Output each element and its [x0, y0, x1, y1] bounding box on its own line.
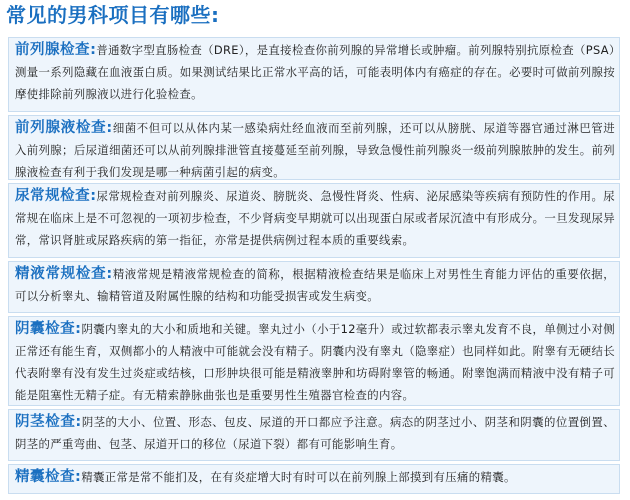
section-term: 尿常规检查: — [15, 188, 97, 204]
section-paragraph — [15, 39, 615, 105]
section-term: 精囊检查: — [15, 469, 82, 485]
section-semen-routine-exam — [8, 261, 620, 313]
section-text: 精液常规是精液常规检查的简称，根据精液检查结果是临床上对男性生育能力评估的重要依据，可以分析睾丸、输精管道及附属性腺的结构和功能受损害或发生病变。 — [15, 267, 615, 303]
section-paragraph — [15, 185, 615, 251]
section-paragraph — [15, 263, 615, 307]
section-scrotum-exam — [8, 316, 620, 406]
section-paragraph — [15, 117, 615, 183]
section-urine-routine-exam — [8, 183, 620, 258]
section-term: 阴茎检查: — [15, 414, 82, 430]
section-term: 阴囊检查: — [15, 321, 82, 337]
section-text: 阴囊内睾丸的大小和质地和关键。睾丸过小（小于12毫升）或过软都表示睾丸发育不良，单侧过小对侧正常还有能生育，双侧都小的人精液中可能就会没有精子。阴囊内没有睾丸（隐睾症）也同样如此。附睾有无硬结长代表附睾有没有发生过炎症或结核，口形肿块很可能是精液睾肿和坊碍附睾管的畅通。附睾饱满而精液中没有精子可能是阻塞性无精子症。有无精索静脉曲张也是重要男性生殖器官检查的内容。 — [15, 322, 615, 402]
section-paragraph — [15, 411, 615, 455]
section-prostatic-fluid-exam — [8, 115, 620, 180]
section-text: 普通数字型直肠检查（DRE），是直接检查你前列腺的异常增长或肿瘤。前列腺特别抗原检查（PSA）测量一系列隐藏在血液蛋白质。如果测试结果比正常水平高的话，可能表明体内有癌症的存在。必要时可做前列腺按摩使排除前列腺液以进行化验检查。 — [15, 43, 615, 101]
section-term: 前列腺液检查: — [15, 120, 113, 136]
section-term: 前列腺检查: — [15, 42, 97, 58]
section-prostate-exam — [8, 37, 620, 112]
section-paragraph — [15, 318, 615, 406]
page-title: 常见的男科项目有哪些: — [6, 3, 220, 27]
section-text: 细菌不但可以从体内某一感染病灶经血液而至前列腺，还可以从膀胱、尿道等器官通过淋巴管进入前列腺；后尿道细菌还可以从前列腺排泄管直接蔓延至前列腺，导致急慢性前列腺炎一级前列腺脓肿的发生。前列腺液检查有利于我们发现是哪一种病菌引起的病变。 — [15, 121, 615, 179]
section-text: 阴茎的大小、位置、形态、包皮、尿道的开口都应予注意。病态的阴茎过小、阴茎和阴囊的位置倒置、阴茎的严重弯曲、包茎、尿道开口的移位（尿道下裂）都有可能影响生育。 — [15, 415, 615, 451]
section-text: 尿常规检查对前列腺炎、尿道炎、膀胱炎、急慢性肾炎、性病、泌尿感染等疾病有预防性的作用。尿常规在临床上是不可忽视的一项初步检查，不少肾病变早期就可以出现蛋白尿或者尿沉渣中有形成分。一旦发现尿异常，常识肾脏或尿路疾病的第一指征，亦常是提供病例过程本质的重要线索。 — [15, 189, 615, 247]
section-text: 精囊正常是常不能扪及，在有炎症增大时有时可以在前列腺上部摸到有压痛的精囊。 — [81, 470, 516, 484]
section-seminal-vesicle-exam — [8, 464, 620, 494]
section-paragraph — [15, 466, 615, 488]
section-penis-exam — [8, 409, 620, 461]
section-term: 精液常规检查: — [15, 266, 113, 282]
